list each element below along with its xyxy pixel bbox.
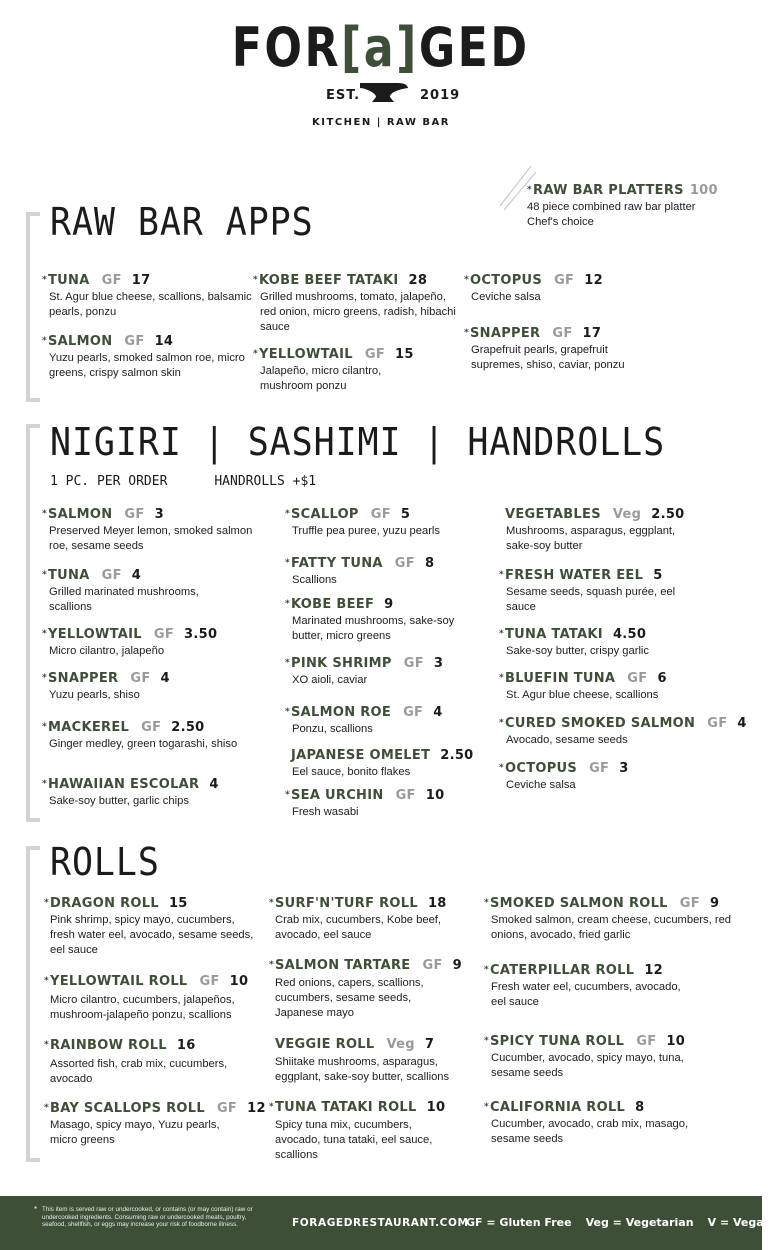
raw-food-disclaimer: * This item is served raw or undercooked, or contains (or may contain) raw or undercooked ingredients. Consuming raw or undercooked meats, poultry, seafood, shellfish, or eggs may increase your risk of foodborne illness. [34, 1205, 253, 1229]
menu-item: *KOBE BEEF 9 Marinated mushrooms, sake-soy butter, micro greens [285, 597, 455, 642]
section-bracket [26, 212, 40, 402]
menu-item: *SALMON TARTARE GF 9 Red onions, capers, scallions, cucumbers, sesame seeds, Japanese mayo [269, 958, 462, 1019]
section-bracket [26, 424, 40, 822]
menu-item: VEGETABLES Veg 2.50 Mushrooms, asparagus, eggplant, sake-soy butter [505, 507, 685, 552]
section-title-nigiri: NIGIRI | SASHIMI | HANDROLLS [50, 420, 666, 464]
menu-item: *SNAPPER GF 17 Grapefruit pearls, grapefruit supremes, shiso, caviar, ponzu [464, 326, 625, 371]
footer-bar [0, 1196, 771, 1250]
section-title-rolls: ROLLS [50, 840, 160, 884]
menu-item: *HAWAIIAN ESCOLAR 4 Sake-soy butter, garlic chips [42, 777, 219, 807]
menu-item: *TUNA GF 4 Grilled marinated mushrooms, scallions [42, 568, 199, 613]
website-link[interactable]: FORAGEDRESTAURANT.COM [292, 1217, 469, 1229]
menu-item: *TUNA GF 17 St. Agur blue cheese, scallions, balsamic pearls, ponzu [42, 273, 252, 318]
menu-item: *KOBE BEEF TATAKI 28 Grilled mushrooms, tomato, jalapeño, red onion, micro greens, radish, hibachi sauce [253, 273, 456, 333]
menu-item: *OCTOPUS GF 3 Ceviche salsa [499, 761, 629, 791]
menu-item: *YELLOWTAIL GF 15 Jalapeño, micro cilantro, mushroom ponzu [253, 347, 414, 392]
menu-item: *SURF'N'TURF ROLL 18 Crab mix, cucumbers, Kobe beef, avocado, eel sauce [269, 896, 447, 941]
menu-item: *SPICY TUNA ROLL GF 10 Cucumber, avocado, spicy mayo, tuna, sesame seeds [484, 1034, 686, 1079]
menu-item: *BLUEFIN TUNA GF 6 St. Agur blue cheese, scallions [499, 671, 667, 701]
menu-item: *TUNA TATAKI ROLL 10 Spicy tuna mix, cucumbers, avocado, tuna tataki, eel sauce, scallions [269, 1100, 446, 1161]
menu-item: *DRAGON ROLL 15 Pink shrimp, spicy mayo, cucumbers, fresh water eel, avocado, sesame seeds, eel sauce [44, 896, 254, 956]
logo [0, 18, 762, 78]
legend-gf: GF = Gluten Free [466, 1216, 572, 1229]
menu-item: *FRESH WATER EEL 5 Sesame seeds, squash purée, eel sauce [499, 568, 676, 613]
menu-item: *OCTOPUS GF 12 Ceviche salsa [464, 273, 603, 303]
menu-item: *SEA URCHIN GF 10 Fresh wasabi [285, 788, 445, 818]
menu-item: VEGGIE ROLL Veg 7 Shiitake mushrooms, asparagus, eggplant, sake-soy butter, scallions [275, 1037, 450, 1083]
logo-wordmark: FOR[a]GED [232, 16, 530, 79]
menu-item: *CALIFORNIA ROLL 8 Cucumber, avocado, crab mix, masago, sesame seeds [484, 1100, 689, 1145]
menu-item: *SCALLOP GF 5 Truffle pea puree, yuzu pearls [285, 507, 441, 537]
menu-item: *TUNA TATAKI 4.50 Sake-soy butter, crispy garlic [499, 627, 650, 657]
disclaimer-star: * [34, 1205, 38, 1214]
menu-item: *SMOKED SALMON ROLL GF 9 Smoked salmon, cream cheese, cucumbers, red onions, avocado, fried garlic [484, 896, 732, 941]
menu-item: *MACKEREL GF 2.50 Ginger medley, green togarashi, shiso [42, 720, 238, 750]
menu-item: *YELLOWTAIL ROLL GF 10 Micro cilantro, cucumbers, jalapeños, mushroom-jalapeño ponzu, scallions [44, 974, 249, 1021]
menu-item: *YELLOWTAIL GF 3.50 Micro cilantro, jalapeño [42, 627, 218, 657]
section-bracket [26, 846, 40, 1162]
menu-item: *FATTY TUNA GF 8 Scallions [285, 556, 435, 586]
menu-item: *BAY SCALLOPS ROLL GF 12 Masago, spicy mayo, Yuzu pearls, micro greens [44, 1101, 266, 1146]
menu-item: *PINK SHRIMP GF 3 XO aioli, caviar [285, 656, 444, 686]
menu-item: *SALMON ROE GF 4 Ponzu, scallions [285, 705, 443, 735]
raw-bar-platters: *RAW BAR PLATTERS 100 48 piece combined raw bar platter Chef's choice [527, 183, 718, 228]
legend-veg: Veg = Vegetarian [585, 1216, 694, 1229]
tagline: KITCHEN | RAW BAR [312, 117, 450, 128]
menu-item: *SNAPPER GF 4 Yuzu pearls, shiso [42, 671, 170, 701]
section-note: 1 PC. PER ORDER HANDROLLS +$1 [50, 474, 317, 489]
menu-item: *CURED SMOKED SALMON GF 4 Avocado, sesame seeds [499, 716, 747, 746]
legend-vegan: V = Vegan [707, 1216, 771, 1229]
menu-item: *RAINBOW ROLL 16 Assorted fish, crab mix, cucumbers, avocado [44, 1038, 228, 1085]
section-title-raw-bar: RAW BAR APPS [50, 200, 314, 244]
menu-item: JAPANESE OMELET 2.50 Eel sauce, bonito flakes [291, 748, 474, 778]
menu-item: *SALMON GF 14 Yuzu pearls, smoked salmon roe, micro greens, crispy salmon skin [42, 334, 245, 379]
diet-legend [466, 1216, 771, 1229]
established-row [0, 80, 762, 110]
anvil-icon [358, 80, 410, 106]
est-year: 2019 [420, 88, 461, 103]
menu-item: *SALMON GF 3 Preserved Meyer lemon, smoked salmon roe, sesame seeds [42, 507, 253, 552]
menu-item: *CATERPILLAR ROLL 12 Fresh water eel, cucumbers, avocado, eel sauce [484, 963, 681, 1008]
est-label: EST. [326, 88, 361, 103]
